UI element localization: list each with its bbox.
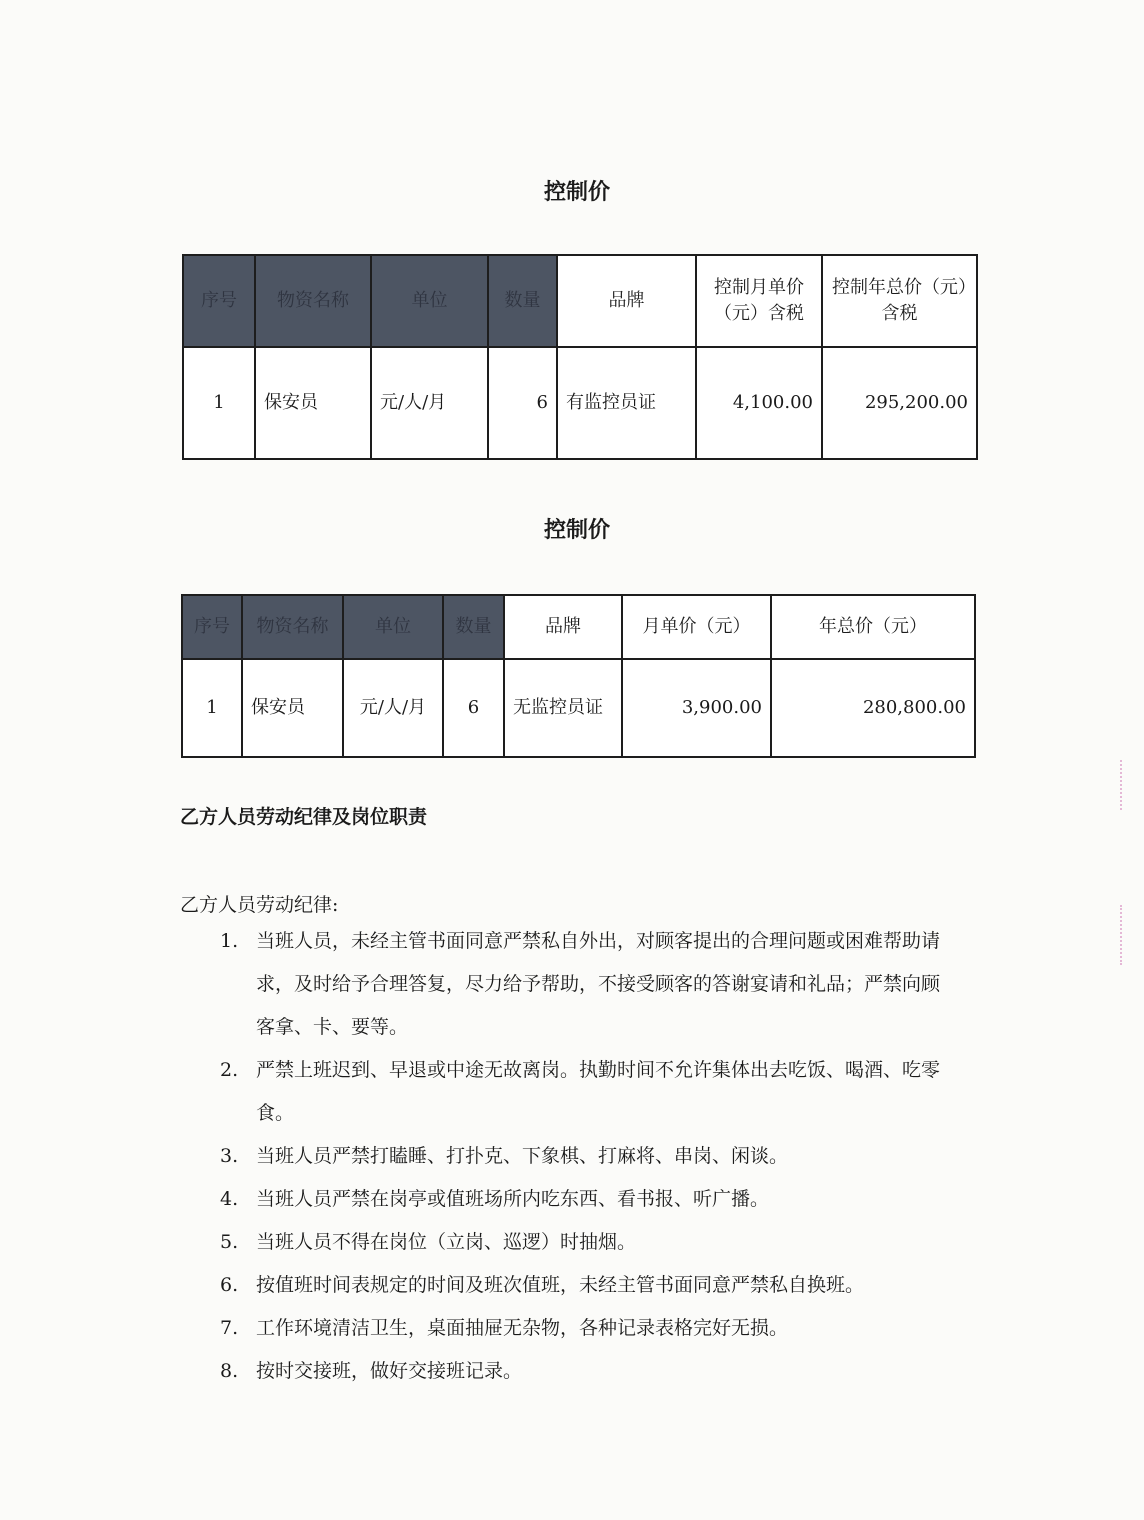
table-row: [183, 347, 977, 459]
seal-mark-fragment: [1120, 760, 1136, 810]
discipline-intro: 乙方人员劳动纪律:: [180, 894, 339, 916]
cell-seq: 1: [183, 347, 255, 459]
rule-number: 3.: [220, 1145, 239, 1167]
cell-annual-price: 280,800.00: [771, 659, 975, 757]
rule-text: 当班人员不得在岗位（立岗、巡逻）时抽烟。: [256, 1231, 637, 1253]
rule-text: 按时交接班，做好交接班记录。: [256, 1360, 523, 1382]
header-monthly-price: 月单价（元）: [622, 595, 771, 659]
header-item-name: 物资名称: [255, 255, 371, 347]
section-heading: 乙方人员劳动纪律及岗位职责: [180, 806, 428, 828]
header-qty: 数量: [443, 595, 504, 659]
header-qty: 数量: [488, 255, 557, 347]
list-item: [220, 1221, 955, 1264]
list-item: [220, 1049, 955, 1135]
rule-text: 当班人员严禁在岗亭或值班场所内吃东西、看书报、听广播。: [256, 1188, 770, 1210]
table2-title: 控制价: [543, 518, 610, 543]
list-item: [220, 1307, 955, 1350]
cell-brand: 无监控员证: [504, 659, 622, 757]
cell-qty: 6: [443, 659, 504, 757]
cell-item-name: 保安员: [242, 659, 343, 757]
rule-text: 严禁上班迟到、早退或中途无故离岗。执勤时间不允许集体出去吃饭、喝酒、吃零食。: [256, 1059, 941, 1124]
rule-text: 当班人员严禁打瞌睡、打扑克、下象棋、打麻将、串岗、闲谈。: [256, 1145, 789, 1167]
list-item: [220, 1135, 955, 1178]
cell-seq: 1: [182, 659, 242, 757]
rules-list: [220, 920, 955, 1393]
rule-number: 5.: [220, 1231, 239, 1253]
rule-text: 工作环境清洁卫生，桌面抽屉无杂物，各种记录表格完好无损。: [256, 1317, 789, 1339]
table-row: [182, 659, 975, 757]
list-item: [220, 1264, 955, 1307]
cell-annual-price: 295,200.00: [822, 347, 977, 459]
header-unit: 单位: [343, 595, 443, 659]
list-item: [220, 920, 955, 1049]
cell-item-name: 保安员: [255, 347, 371, 459]
cell-brand: 有监控员证: [557, 347, 696, 459]
rule-text: 按值班时间表规定的时间及班次值班，未经主管书面同意严禁私自换班。: [256, 1274, 865, 1296]
list-item: [220, 1178, 955, 1221]
rule-number: 1.: [220, 930, 239, 952]
rule-number: 4.: [220, 1188, 239, 1210]
header-annual-price: 年总价（元）: [771, 595, 975, 659]
header-unit: 单位: [371, 255, 488, 347]
rule-number: 7.: [220, 1317, 239, 1339]
header-monthly-price: 控制月单价（元）含税: [696, 255, 822, 347]
cell-monthly-price: 3,900.00: [622, 659, 771, 757]
header-brand: 品牌: [557, 255, 696, 347]
seal-mark-fragment: [1120, 905, 1136, 965]
rule-number: 6.: [220, 1274, 239, 1296]
header-item-name: 物资名称: [242, 595, 343, 659]
cell-monthly-price: 4,100.00: [696, 347, 822, 459]
header-annual-price: 控制年总价（元）含税: [822, 255, 977, 347]
header-seq: 序号: [183, 255, 255, 347]
rule-number: 8.: [220, 1360, 239, 1382]
rule-number: 2.: [220, 1059, 239, 1081]
table1-title: 控制价: [543, 180, 610, 205]
cell-qty: 6: [488, 347, 557, 459]
cell-unit: 元/人/月: [371, 347, 488, 459]
cell-unit: 元/人/月: [343, 659, 443, 757]
header-brand: 品牌: [504, 595, 622, 659]
price-table-1: [182, 254, 978, 460]
price-table-2: [181, 594, 976, 758]
header-seq: 序号: [182, 595, 242, 659]
list-item: [220, 1350, 955, 1393]
rule-text: 当班人员，未经主管书面同意严禁私自外出，对顾客提出的合理问题或困难帮助请求，及时给予合理答复，尽力给予帮助，不接受顾客的答谢宴请和礼品；严禁向顾客拿、卡、要等。: [256, 930, 941, 1038]
